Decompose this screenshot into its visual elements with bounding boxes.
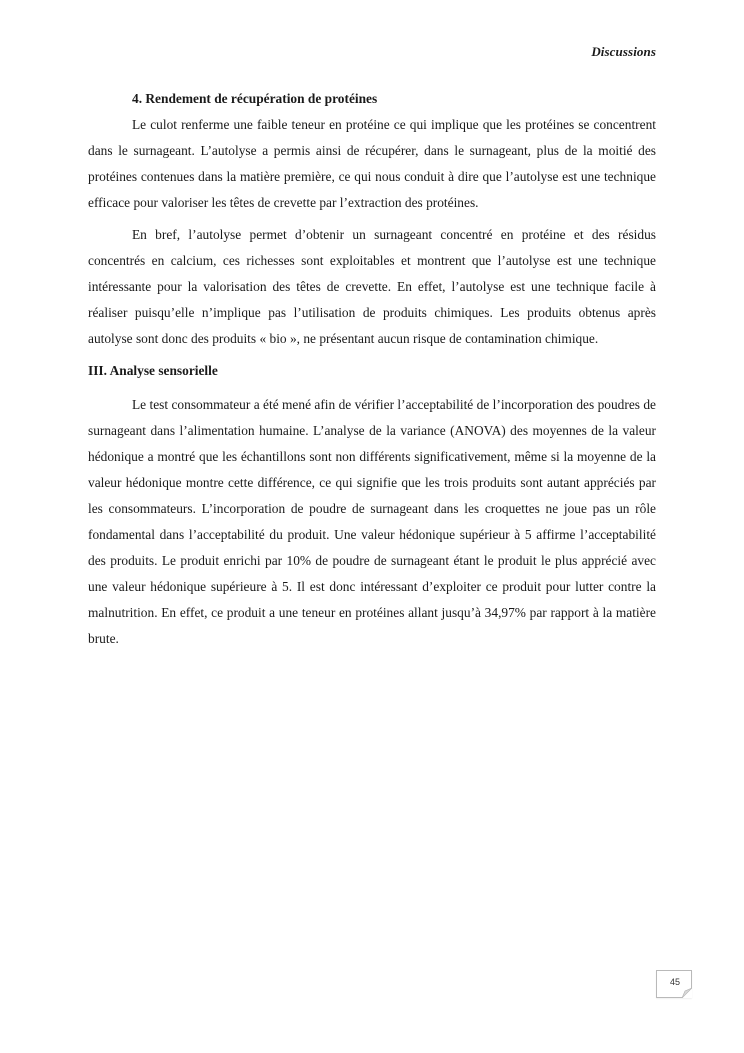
body-content [88,86,656,652]
running-header: Discussions [591,44,656,59]
section-4-paragraph-1: Le culot renferme une faible teneur en protéine ce qui implique que les protéines se concentrent dans le surnageant. L’autolyse a permis ainsi de récupérer, dans le surnageant, plus de la moitié des protéines contenues dans la matière première, ce qui nous conduit à dire que l’autolyse est une technique efficace pour valoriser les têtes de crevette par l’extraction des protéines. [88,117,656,210]
section-4-heading: 4. Rendement de récupération de protéines [132,91,378,106]
page-curl-icon [682,988,692,998]
section-iii-heading: III. Analyse sensorielle [88,363,218,378]
section-4-paragraph-2: En bref, l’autolyse permet d’obtenir un surnageant concentré en protéine et des résidus concentrés en calcium, ces richesses sont exploitables et montrent que l’autolyse est une technique intéressante pour la valorisation des têtes de crevette. En effet, l’autolyse est une technique facile à réaliser puisqu’elle n’implique pas l’utilisation de produits chimiques. Les produits obtenus après autolyse sont donc des produits « bio », ne présentant aucun risque de contamination chimique. [88,227,656,346]
page-number: 45 [669,977,680,987]
page-number-box [656,970,692,998]
section-iii-paragraph: Le test consommateur a été mené afin de vérifier l’acceptabilité de l’incorporation des poudres de surnageant dans l’alimentation humaine. L’analyse de la variance (ANOVA) des moyennes de la valeur hédonique a montré que les échantillons sont non différents significativement, même si la moyenne de la valeur hédonique montre cette différence, ce qui signifie que les trois produits sont autant appréciés par les consommateurs. L’incorporation de poudre de surnageant dans les croquettes ne joue pas un rôle fondamental dans l’acceptabilité du produit. Une valeur hédonique supérieur à 5 affirme l’acceptabilité des produits. Le produit enrichi par 10% de poudre de surnageant étant le produit le plus apprécié avec une valeur hédonique supérieure à 5. Il est donc intéressant d’exploiter ce produit pour lutter contre la malnutrition. En effet, ce produit a une teneur en protéines allant jusqu’à 34,97% par rapport à la matière brute. [88,397,656,646]
